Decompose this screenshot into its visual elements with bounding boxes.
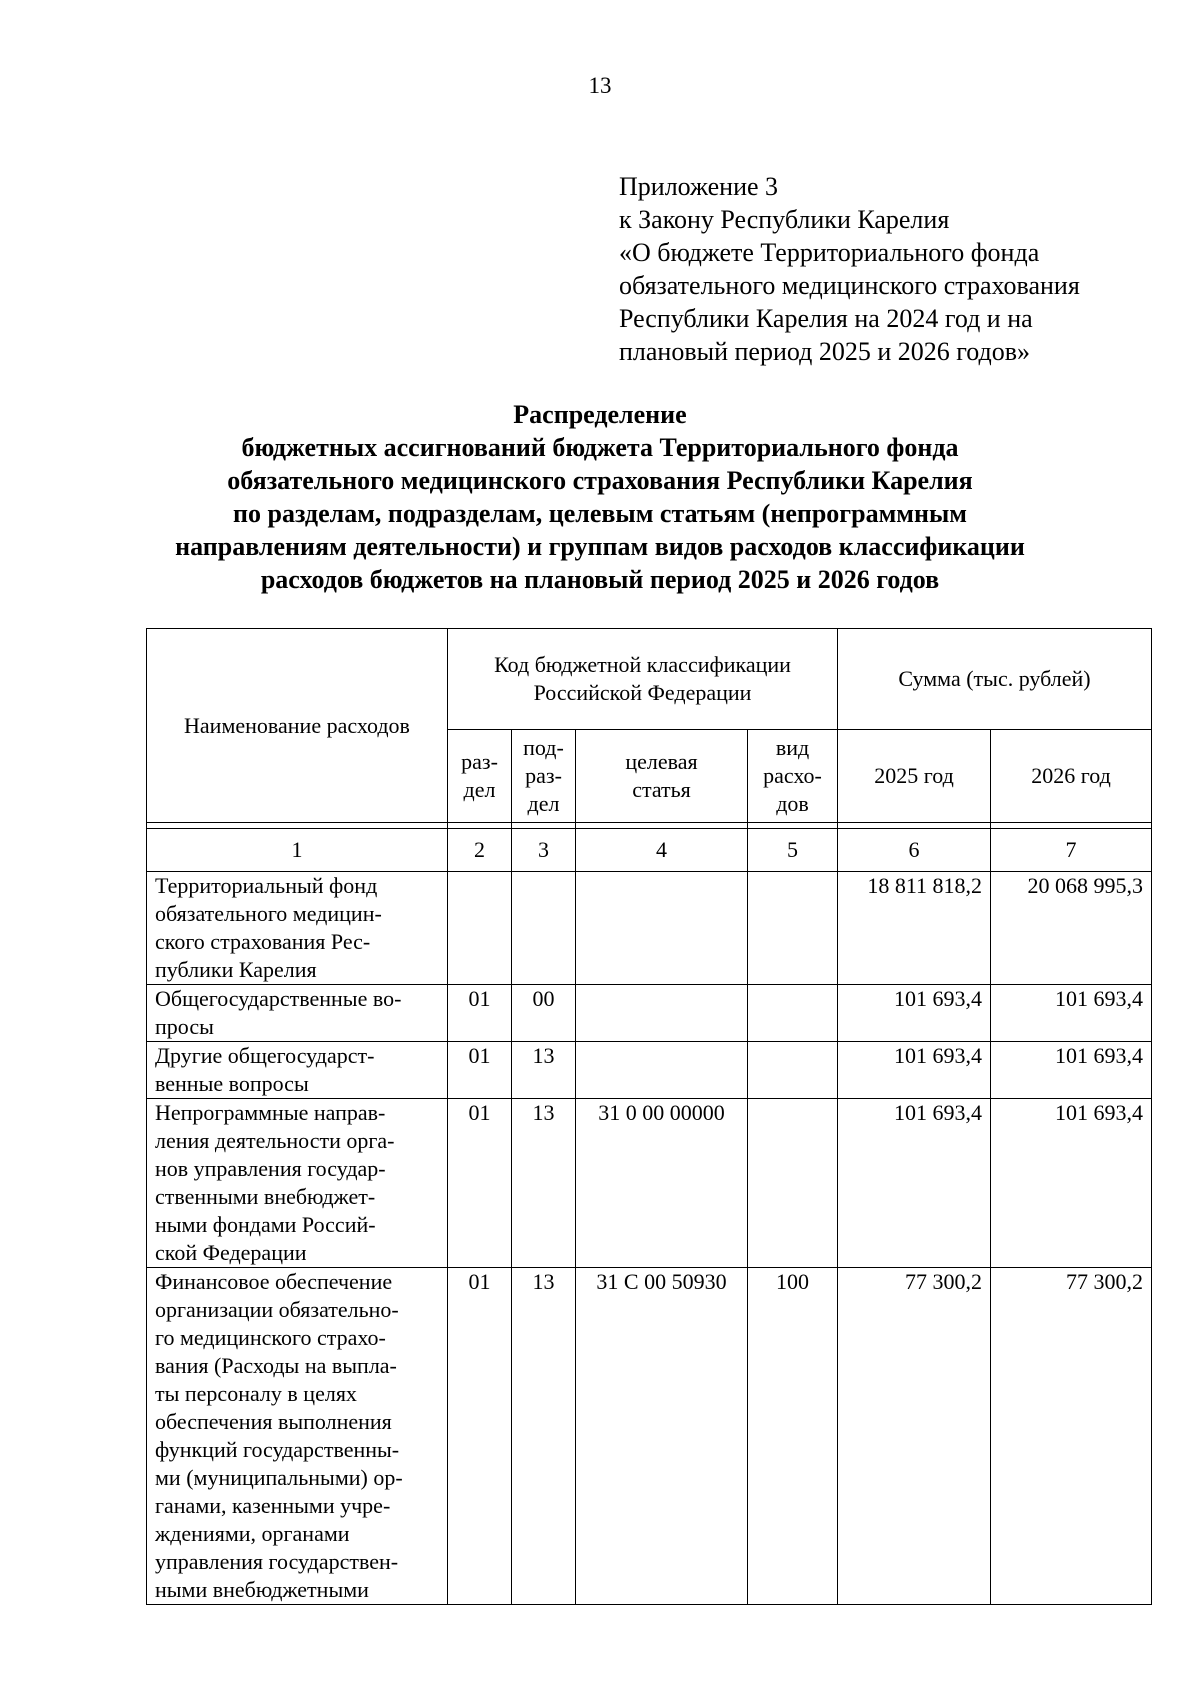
row-podrazdel: [512, 872, 576, 985]
title-line: по разделам, подразделам, целевым статьям (непрограммным: [233, 499, 967, 528]
table-row: [147, 1042, 1152, 1099]
appendix-line: «О бюджете Территориального фонда: [619, 238, 1040, 267]
column-number: 1: [147, 829, 448, 872]
budget-allocation-table: [146, 628, 1152, 1605]
row-celevaya: 31 С 00 50930: [576, 1268, 748, 1605]
row-podrazdel: 13: [512, 1042, 576, 1099]
row-razdel: [448, 872, 512, 985]
column-number-row: [147, 829, 1152, 872]
row-vid: [748, 1042, 838, 1099]
row-razdel: 01: [448, 985, 512, 1042]
row-celevaya: 31 0 00 00000: [576, 1099, 748, 1268]
title-line: обязательного медицинского страхования Республики Карелия: [227, 466, 973, 495]
row-razdel: 01: [448, 1268, 512, 1605]
row-sum-2025: 77 300,2: [838, 1268, 991, 1605]
row-podrazdel: 13: [512, 1099, 576, 1268]
row-sum-2025: 18 811 818,2: [838, 872, 991, 985]
header-podrazdel: под- раз- дел: [512, 730, 576, 823]
row-podrazdel: 13: [512, 1268, 576, 1605]
row-sum-2025: 101 693,4: [838, 985, 991, 1042]
title-line: бюджетных ассигнований бюджета Территориального фонда: [241, 433, 959, 462]
header-sum-group: Сумма (тыс. рублей): [838, 629, 1152, 730]
row-name: Территориальный фонд обязательного медицин- ского страхования Рес- публики Карелия: [147, 872, 448, 985]
row-sum-2025: 101 693,4: [838, 1042, 991, 1099]
row-razdel: 01: [448, 1042, 512, 1099]
title-line: направлениям деятельности) и группам видов расходов классификации: [175, 532, 1025, 561]
table-row: [147, 872, 1152, 985]
row-sum-2025: 101 693,4: [838, 1099, 991, 1268]
row-name: Другие общегосударст- венные вопросы: [147, 1042, 448, 1099]
row-vid: 100: [748, 1268, 838, 1605]
header-vid: вид расхо- дов: [748, 730, 838, 823]
header-name: Наименование расходов: [147, 629, 448, 823]
title-line: расходов бюджетов на плановый период 2025 и 2026 годов: [260, 565, 940, 594]
appendix-line: Приложение 3: [619, 172, 779, 201]
row-name: Непрограммные направ- ления деятельности орга- нов управления государ- ственными внебюджет- ными фондами Россий- ской Федерации: [147, 1099, 448, 1268]
row-podrazdel: 00: [512, 985, 576, 1042]
column-number: 5: [748, 829, 838, 872]
row-vid: [748, 872, 838, 985]
column-number: 4: [576, 829, 748, 872]
row-vid: [748, 1099, 838, 1268]
table-header-row: [147, 629, 1152, 730]
row-razdel: 01: [448, 1099, 512, 1268]
column-number: 7: [991, 829, 1152, 872]
title-line: Распределение: [513, 400, 687, 429]
row-sum-2026: 101 693,4: [991, 1042, 1152, 1099]
header-celevaya: целевая статья: [576, 730, 748, 823]
table-row: [147, 1268, 1152, 1605]
row-celevaya: [576, 872, 748, 985]
row-celevaya: [576, 985, 748, 1042]
document-title: [0, 398, 1200, 596]
appendix-line: обязательного медицинского страхования: [619, 271, 1080, 300]
table-row: [147, 1099, 1152, 1268]
appendix-line: Республики Карелия на 2024 год и на: [619, 304, 1033, 333]
header-2026: 2026 год: [991, 730, 1152, 823]
row-sum-2026: 77 300,2: [991, 1268, 1152, 1605]
row-sum-2026: 101 693,4: [991, 985, 1152, 1042]
appendix-line: к Закону Республики Карелия: [619, 205, 950, 234]
row-celevaya: [576, 1042, 748, 1099]
appendix-reference: [619, 170, 1179, 368]
row-vid: [748, 985, 838, 1042]
row-sum-2026: 101 693,4: [991, 1099, 1152, 1268]
column-number: 6: [838, 829, 991, 872]
header-code-group: Код бюджетной классификации Российской Федерации: [448, 629, 838, 730]
appendix-line: плановый период 2025 и 2026 годов»: [619, 337, 1031, 366]
header-2025: 2025 год: [838, 730, 991, 823]
row-name: Финансовое обеспечение организации обязательно- го медицинского страхо- вания (Расходы на выпла- ты персоналу в целях обеспечения выполнения функций государственны- ми (муниципальными) ор- ганами, казенными учре- ждениями, органами управления государствен- ными внебюджетными: [147, 1268, 448, 1605]
row-name: Общегосударственные во- просы: [147, 985, 448, 1042]
column-number: 3: [512, 829, 576, 872]
table-row: [147, 985, 1152, 1042]
header-razdel: раз- дел: [448, 730, 512, 823]
column-number: 2: [448, 829, 512, 872]
row-sum-2026: 20 068 995,3: [991, 872, 1152, 985]
page-number: 13: [588, 73, 612, 98]
